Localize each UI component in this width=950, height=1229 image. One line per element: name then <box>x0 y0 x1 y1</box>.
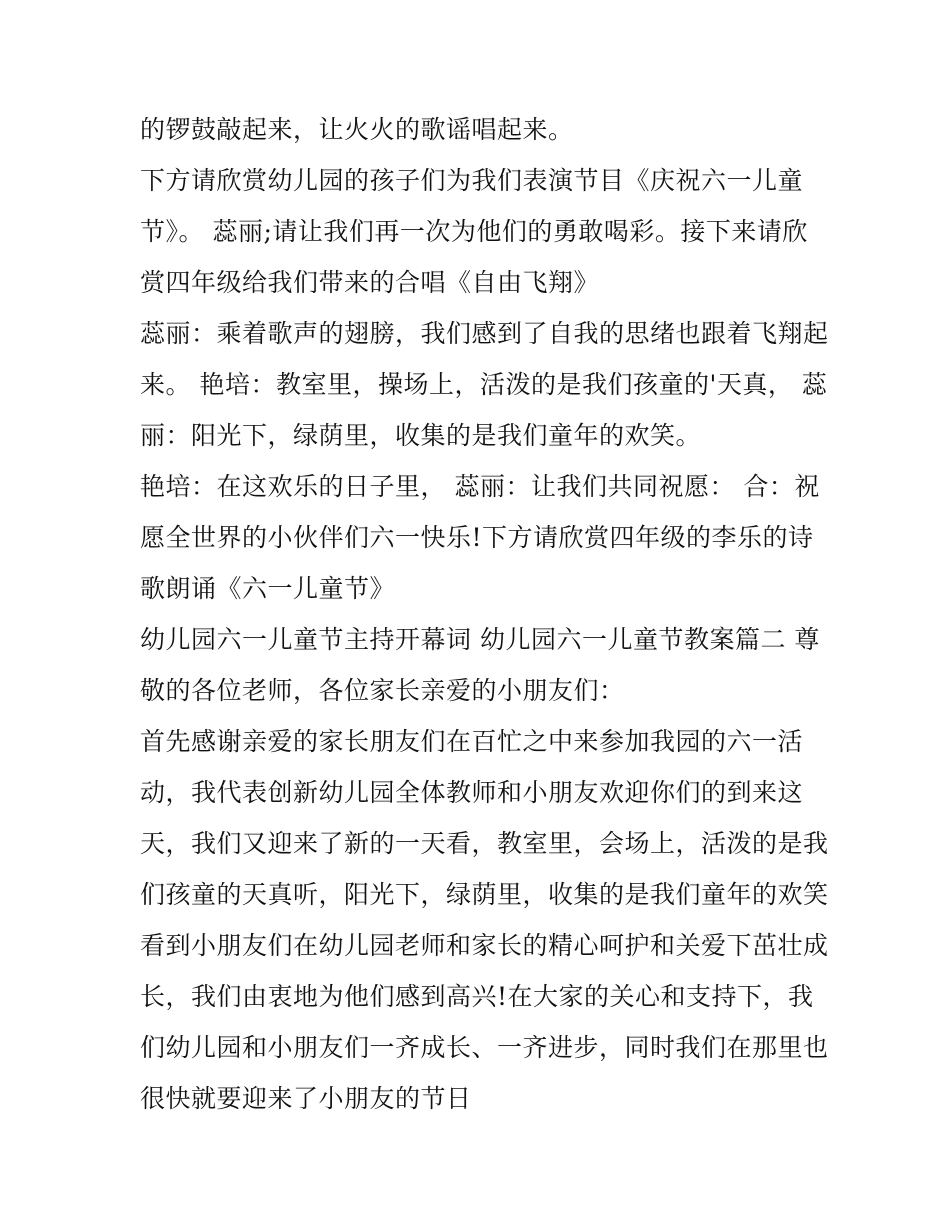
text-line: 的锣鼓敲起来，让火火的歌谣唱起来。 <box>140 115 574 144</box>
text-line: 来。 艳培：教室里，操场上，活泼的是我们孩童的'天真， 蕊 <box>140 370 828 399</box>
text-line: 动，我代表创新幼儿园全体教师和小朋友欢迎你们的到来这 <box>140 778 804 807</box>
text-line: 看到小朋友们在幼儿园老师和家长的精心呵护和关爱下茁壮成 <box>140 931 829 960</box>
text-line: 下方请欣赏幼儿园的孩子们为我们表演节目《庆祝六一儿童 <box>140 166 804 195</box>
text-line: 丽：阳光下，绿荫里，收集的是我们童年的欢笑。 <box>140 421 702 450</box>
text-line: 蕊丽：乘着歌声的翅膀，我们感到了自我的思绪也跟着飞翔起 <box>140 319 829 348</box>
text-line: 首先感谢亲爱的家长朋友们在百忙之中来参加我园的六一活 <box>140 727 804 756</box>
text-line: 幼儿园六一儿童节主持开幕词 幼儿园六一儿童节教案篇二 尊 <box>140 625 820 654</box>
text-line: 们孩童的天真听，阳光下，绿荫里，收集的是我们童年的欢笑 <box>140 880 829 909</box>
text-line: 歌朗诵《六一儿童节》 <box>140 574 396 603</box>
text-line: 很快就要迎来了小朋友的节日 <box>140 1084 472 1113</box>
text-line: 天，我们又迎来了新的一天看，教室里，会场上，活泼的是我 <box>140 829 829 858</box>
text-line: 节》。 蕊丽;请让我们再一次为他们的勇敢喝彩。接下来请欣 <box>140 217 808 246</box>
text-line: 愿全世界的小伙伴们六一快乐!下方请欣赏四年级的李乐的诗 <box>140 523 814 552</box>
document-body <box>140 104 829 1124</box>
text-line: 赏四年级给我们带来的合唱《自由飞翔》 <box>140 268 600 297</box>
text-line: 长，我们由衷地为他们感到高兴!在大家的关心和支持下，我 <box>140 982 814 1011</box>
text-line: 艳培：在这欢乐的日子里， 蕊丽：让我们共同祝愿： 合：祝 <box>140 472 820 501</box>
text-line: 们幼儿园和小朋友们一齐成长、一齐进步，同时我们在那里也 <box>140 1033 829 1062</box>
text-line: 敬的各位老师，各位家长亲爱的小朋友们： <box>140 676 625 705</box>
